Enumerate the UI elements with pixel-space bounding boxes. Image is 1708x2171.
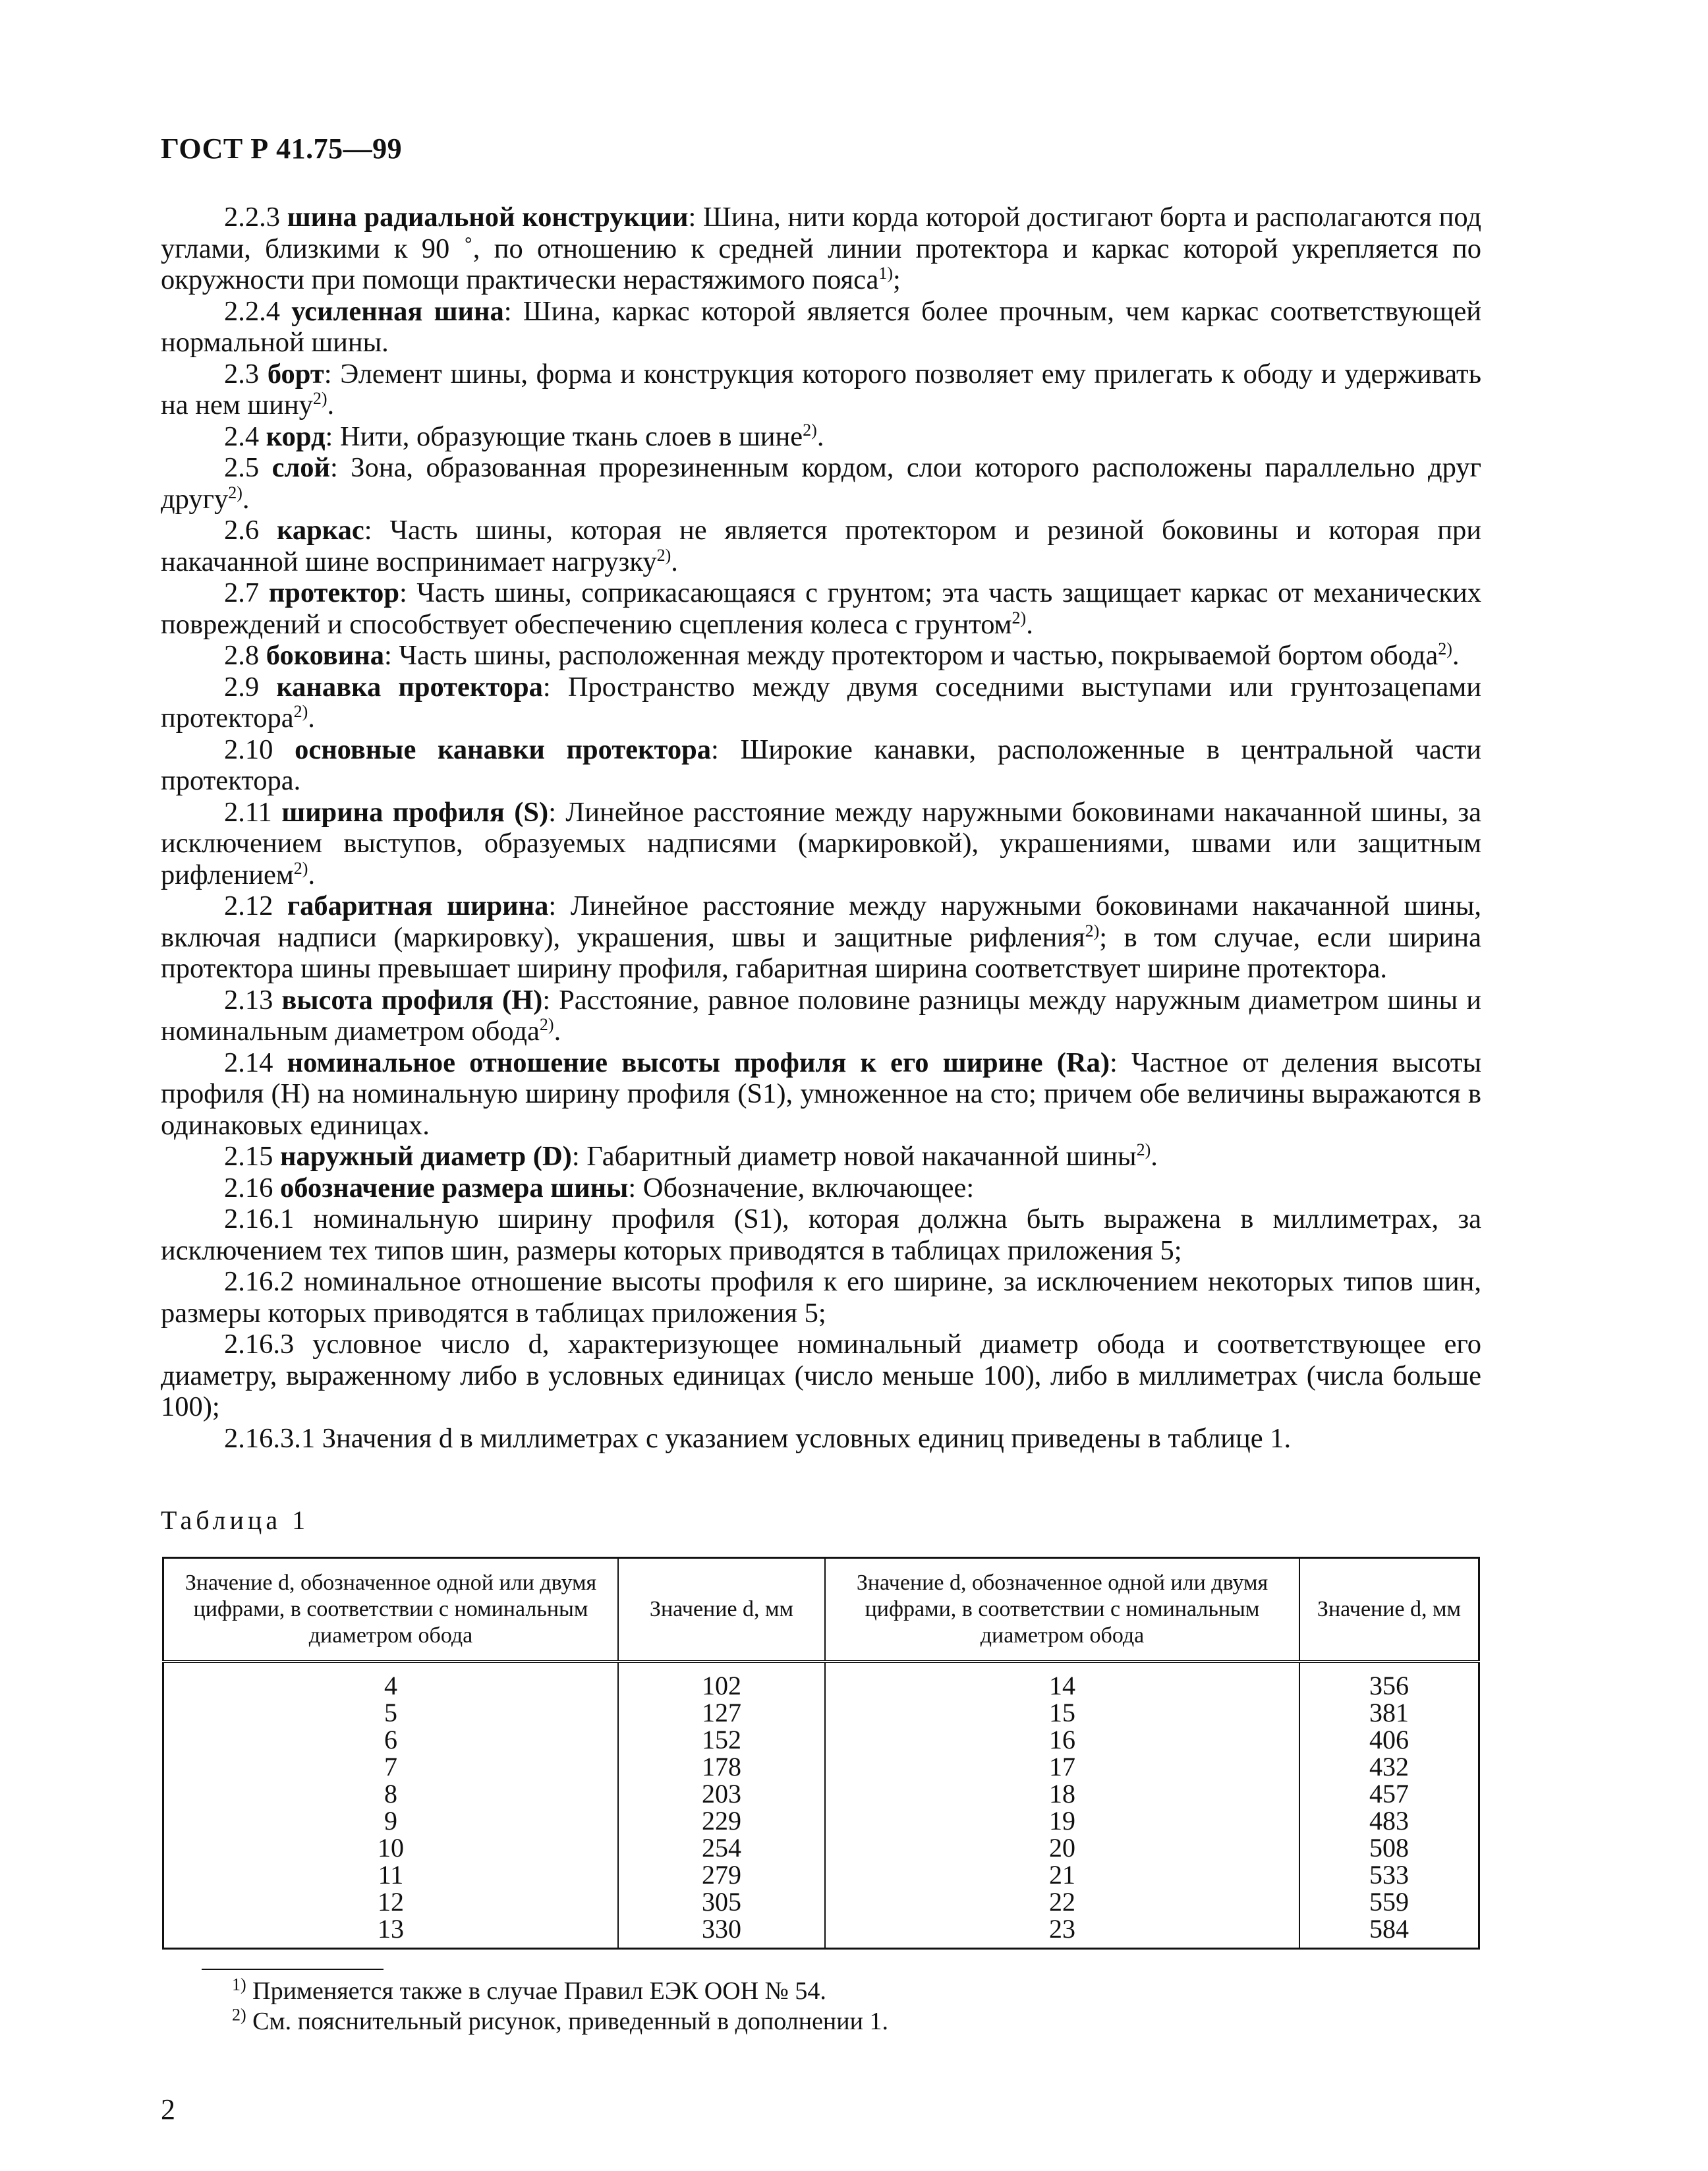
table-cell: 356 (1299, 1662, 1479, 1699)
footnote (232, 2006, 888, 2037)
body-text (161, 202, 1481, 1454)
paragraph (161, 577, 1481, 640)
paragraph-number: 2.10 (224, 734, 273, 765)
table-cell: 4 (163, 1662, 619, 1699)
paragraph (161, 1203, 1481, 1266)
paragraph-text: условное число d, характеризующее номинальный диаметр обода и соответствующее его диаметру, выраженному либо в условных единицах (число меньше 100), либо в миллиметрах (числа больше 100); (161, 1329, 1481, 1422)
paragraph-text: : Пространство между двумя соседними выступами или грунтозацепами протектора (161, 671, 1482, 734)
table-cell: 229 (618, 1807, 825, 1834)
table-row (163, 1753, 1479, 1780)
table-cell: 533 (1299, 1861, 1479, 1888)
table-cell: 22 (825, 1888, 1299, 1915)
footnote-ref: 2) (656, 545, 671, 565)
table-cell: 16 (825, 1726, 1299, 1753)
paragraph (161, 672, 1481, 734)
paragraph-number: 2.8 (224, 640, 260, 671)
paragraph-number: 2.7 (224, 577, 260, 608)
page-number: 2 (161, 2093, 175, 2126)
table-cell: 559 (1299, 1888, 1479, 1915)
paragraph (161, 452, 1481, 515)
paragraph-number: 2.16 (224, 1172, 273, 1203)
paragraph-text-tail: . (242, 483, 250, 515)
table-cell: 457 (1299, 1780, 1479, 1807)
paragraph-text-tail: . (308, 859, 316, 890)
table-caption: Таблица 1 (161, 1505, 310, 1535)
footnote-ref: 2) (1085, 921, 1100, 941)
table-cell: 13 (163, 1915, 619, 1949)
paragraph (161, 985, 1481, 1047)
paragraph-term: наружный диаметр (D) (280, 1141, 572, 1172)
paragraph-text: : Элемент шины, форма и конструкция которого позволяет ему прилегать к ободу и удерживать на нем шину (161, 358, 1482, 420)
table-cell: 381 (1299, 1699, 1479, 1726)
paragraph-term: усиленная шина (291, 295, 504, 327)
table-cell: 203 (618, 1780, 825, 1807)
paragraph (161, 202, 1481, 296)
table-cell: 15 (825, 1699, 1299, 1726)
paragraph-term: канавка протектора (276, 671, 543, 703)
table-cell: 127 (618, 1699, 825, 1726)
footnote-ref: 2) (1011, 608, 1027, 627)
paragraph-text: : Габаритный диаметр новой накачанной шины (571, 1141, 1137, 1172)
paragraph (161, 1423, 1481, 1455)
table-header-cell: Значение d, обозначенное одной или двумя цифрами, в соответствии с номинальным диаметром обода (825, 1558, 1299, 1662)
table-cell: 5 (163, 1699, 619, 1726)
paragraph (161, 359, 1481, 421)
paragraph-term: высота профиля (H) (281, 984, 543, 1016)
table-cell: 8 (163, 1780, 619, 1807)
paragraph-text: Значения d в миллиметрах с указанием условных единиц приведены в таблице 1. (322, 1422, 1292, 1454)
table-cell: 406 (1299, 1726, 1479, 1753)
table-body (163, 1662, 1479, 1949)
table-cell: 6 (163, 1726, 619, 1753)
paragraph (161, 515, 1481, 577)
paragraph-term: борт (267, 358, 324, 390)
paragraph (161, 296, 1481, 359)
table-cell: 7 (163, 1753, 619, 1780)
table-cell: 20 (825, 1834, 1299, 1861)
paragraph-text-tail: . (1151, 1141, 1158, 1172)
paragraph-text: : Широкие канавки, расположенные в центральной части протектора. (161, 734, 1482, 796)
paragraph (161, 1172, 1481, 1204)
paragraph (161, 640, 1481, 672)
table-cell: 305 (618, 1888, 825, 1915)
paragraph (161, 1047, 1481, 1142)
table-cell: 483 (1299, 1807, 1479, 1834)
paragraph-number: 2.9 (224, 671, 260, 703)
table-cell: 9 (163, 1807, 619, 1834)
paragraph-text: : Линейное расстояние между наружными боковинами накачанной шины, за исключением выступов, образуемых надписями (маркировкой), украшениями, швами или защитным рифлением (161, 796, 1482, 890)
table-cell: 19 (825, 1807, 1299, 1834)
footnote-mark: 1) (232, 1975, 246, 1994)
paragraph-text: номинальную ширину профиля (S1), которая должна быть выражена в миллиметрах, за исключением тех типов шин, размеры которых приводятся в таблицах приложения 5; (161, 1203, 1481, 1266)
table-cell: 14 (825, 1662, 1299, 1699)
paragraph-text-tail: . (1026, 608, 1033, 640)
paragraph (161, 797, 1481, 891)
footnote-mark: 2) (232, 2005, 246, 2025)
table-cell: 12 (163, 1888, 619, 1915)
paragraph-text: : Обозначение, включающее: (628, 1172, 975, 1203)
paragraph-text-tail: . (554, 1016, 561, 1047)
table-row (163, 1861, 1479, 1888)
paragraph (161, 1266, 1481, 1329)
table-cell: 254 (618, 1834, 825, 1861)
paragraph-text-tail: ; в том случае, если ширина протектора шины превышает ширину профиля, габаритная ширина соответствует ширине протектора. (161, 921, 1481, 984)
footnote (232, 1976, 888, 2006)
table-cell: 508 (1299, 1834, 1479, 1861)
table-cell: 23 (825, 1915, 1299, 1949)
footnote-ref: 2) (293, 858, 308, 878)
paragraph-text: : Зона, образованная прорезиненным кордом, слои которого расположены параллельно друг другу (161, 452, 1481, 515)
paragraph-text-tail: . (327, 390, 335, 420)
paragraph-number: 2.16.3.1 (224, 1422, 316, 1454)
table-row (163, 1780, 1479, 1807)
paragraph-number: 2.4 (224, 420, 260, 452)
footnote-ref: 2) (312, 388, 327, 408)
paragraph-text-tail: . (816, 420, 824, 452)
table-cell: 17 (825, 1753, 1299, 1780)
paragraph-text: : Расстояние, равное половине разницы между наружным диаметром шины и номинальным диаметром обода (161, 984, 1481, 1047)
paragraph-number: 2.16.2 (224, 1266, 295, 1297)
footnote-ref: 1) (878, 263, 894, 283)
table-cell: 330 (618, 1915, 825, 1949)
footnote-text: См. пояснительный рисунок, приведенный в дополнении 1. (252, 2008, 888, 2035)
footnotes (232, 1976, 888, 2037)
paragraph-text: : Часть шины, расположенная между протектором и частью, покрываемой бортом обода (384, 640, 1438, 671)
paragraph (161, 1329, 1481, 1423)
paragraph-number: 2.14 (224, 1047, 273, 1078)
paragraph (161, 1141, 1481, 1172)
table-row (163, 1726, 1479, 1753)
paragraph-text-tail: ; (893, 264, 901, 295)
paragraph-term: ширина профиля (S) (281, 796, 549, 828)
table-row (163, 1807, 1479, 1834)
table-header-cell: Значение d, мм (1299, 1558, 1479, 1662)
table-row (163, 1662, 1479, 1699)
table-row (163, 1699, 1479, 1726)
paragraph-term: каркас (277, 515, 364, 546)
paragraph-text-tail: . (671, 546, 678, 577)
table-row (163, 1834, 1479, 1861)
footnote-ref: 2) (1136, 1140, 1151, 1159)
paragraph-number: 2.2.4 (224, 295, 280, 327)
paragraph-number: 2.16.3 (224, 1329, 295, 1360)
footnote-text: Применяется также в случае Правил ЕЭК ООН № 54. (252, 1977, 826, 2005)
document-header: ГОСТ Р 41.75—99 (161, 132, 403, 165)
footnote-ref: 2) (803, 420, 817, 440)
footnote-rule (202, 1969, 384, 1970)
table-cell: 102 (618, 1662, 825, 1699)
paragraph-text: : Часть шины, которая не является протектором и резиной боковины и которая при накачанной шине воспринимает нагрузку (161, 515, 1481, 577)
table-cell: 18 (825, 1780, 1299, 1807)
paragraph-text: : Шина, каркас которой является более прочным, чем каркас соответствующей нормальной шины. (161, 295, 1482, 358)
table-cell: 279 (618, 1861, 825, 1888)
paragraph-text: : Часть шины, соприкасающаяся с грунтом; эта часть защищает каркас от механических повреждений и способствует обеспечению сцепления колеса с грунтом (161, 577, 1482, 640)
paragraph-term: корд (266, 420, 326, 452)
table-1 (162, 1557, 1480, 1950)
table-header-row (163, 1558, 1479, 1662)
table-row (163, 1915, 1479, 1949)
paragraph-number: 2.15 (224, 1141, 273, 1172)
table-cell: 152 (618, 1726, 825, 1753)
table-cell: 10 (163, 1834, 619, 1861)
paragraph-term: слой (271, 452, 331, 483)
paragraph-text-tail: . (1452, 640, 1460, 671)
table-cell: 21 (825, 1861, 1299, 1888)
paragraph-number: 2.11 (224, 796, 272, 828)
table-cell: 178 (618, 1753, 825, 1780)
paragraph-term: обозначение размера шины (280, 1172, 629, 1203)
table-cell: 432 (1299, 1753, 1479, 1780)
footnote-ref: 2) (1438, 639, 1452, 658)
footnote-ref: 2) (228, 482, 242, 502)
paragraph-text-tail: . (308, 703, 315, 734)
paragraph-number: 2.16.1 (224, 1203, 295, 1234)
table-cell: 11 (163, 1861, 619, 1888)
paragraph-term: габаритная ширина (287, 890, 549, 921)
paragraph (161, 890, 1481, 985)
footnote-ref: 2) (539, 1014, 554, 1034)
paragraph-number: 2.13 (224, 984, 273, 1016)
paragraph-term: боковина (266, 640, 384, 671)
paragraph-number: 2.3 (224, 358, 260, 390)
paragraph-number: 2.2.3 (224, 202, 280, 233)
table-header-cell: Значение d, мм (618, 1558, 825, 1662)
paragraph-term: основные канавки протектора (295, 734, 711, 765)
paragraph-term: протектор (268, 577, 399, 608)
paragraph-number: 2.6 (224, 515, 260, 546)
paragraph-text: : Шина, нити корда которой достигают борта и располагаются под углами, близкими к 90 ˚, по отношению к средней линии протектора и каркас которой укрепляется по окружности при помощи практически нерастяжимого пояса (161, 202, 1482, 295)
table-header-cell: Значение d, обозначенное одной или двумя цифрами, в соответствии с номинальным диаметром обода (163, 1558, 619, 1662)
table-row (163, 1888, 1479, 1915)
table-cell: 584 (1299, 1915, 1479, 1949)
paragraph-text: номинальное отношение высоты профиля к его ширине, за исключением некоторых типов шин, размеры которых приводятся в таблицах приложения 5; (161, 1266, 1481, 1329)
paragraph-number: 2.5 (224, 452, 260, 483)
paragraph (161, 734, 1481, 797)
footnote-ref: 2) (293, 701, 308, 721)
paragraph-number: 2.12 (224, 890, 273, 921)
paragraph-text: : Частное от деления высоты профиля (H) на номинальную ширину профиля (S1), умноженное на сто; причем обе величины выражаются в одинаковых единицах. (161, 1047, 1482, 1141)
paragraph-term: номинальное отношение высоты профиля к его ширине (Ra) (287, 1047, 1110, 1078)
paragraph (161, 421, 1481, 453)
paragraph-text: : Линейное расстояние между наружными боковинами накачанной шины, включая надписи (маркировку), украшения, швы и защитные рифления (161, 890, 1481, 953)
paragraph-text: : Нити, образующие ткань слоев в шине (325, 420, 803, 452)
paragraph-term: шина радиальной конструкции (287, 202, 689, 233)
